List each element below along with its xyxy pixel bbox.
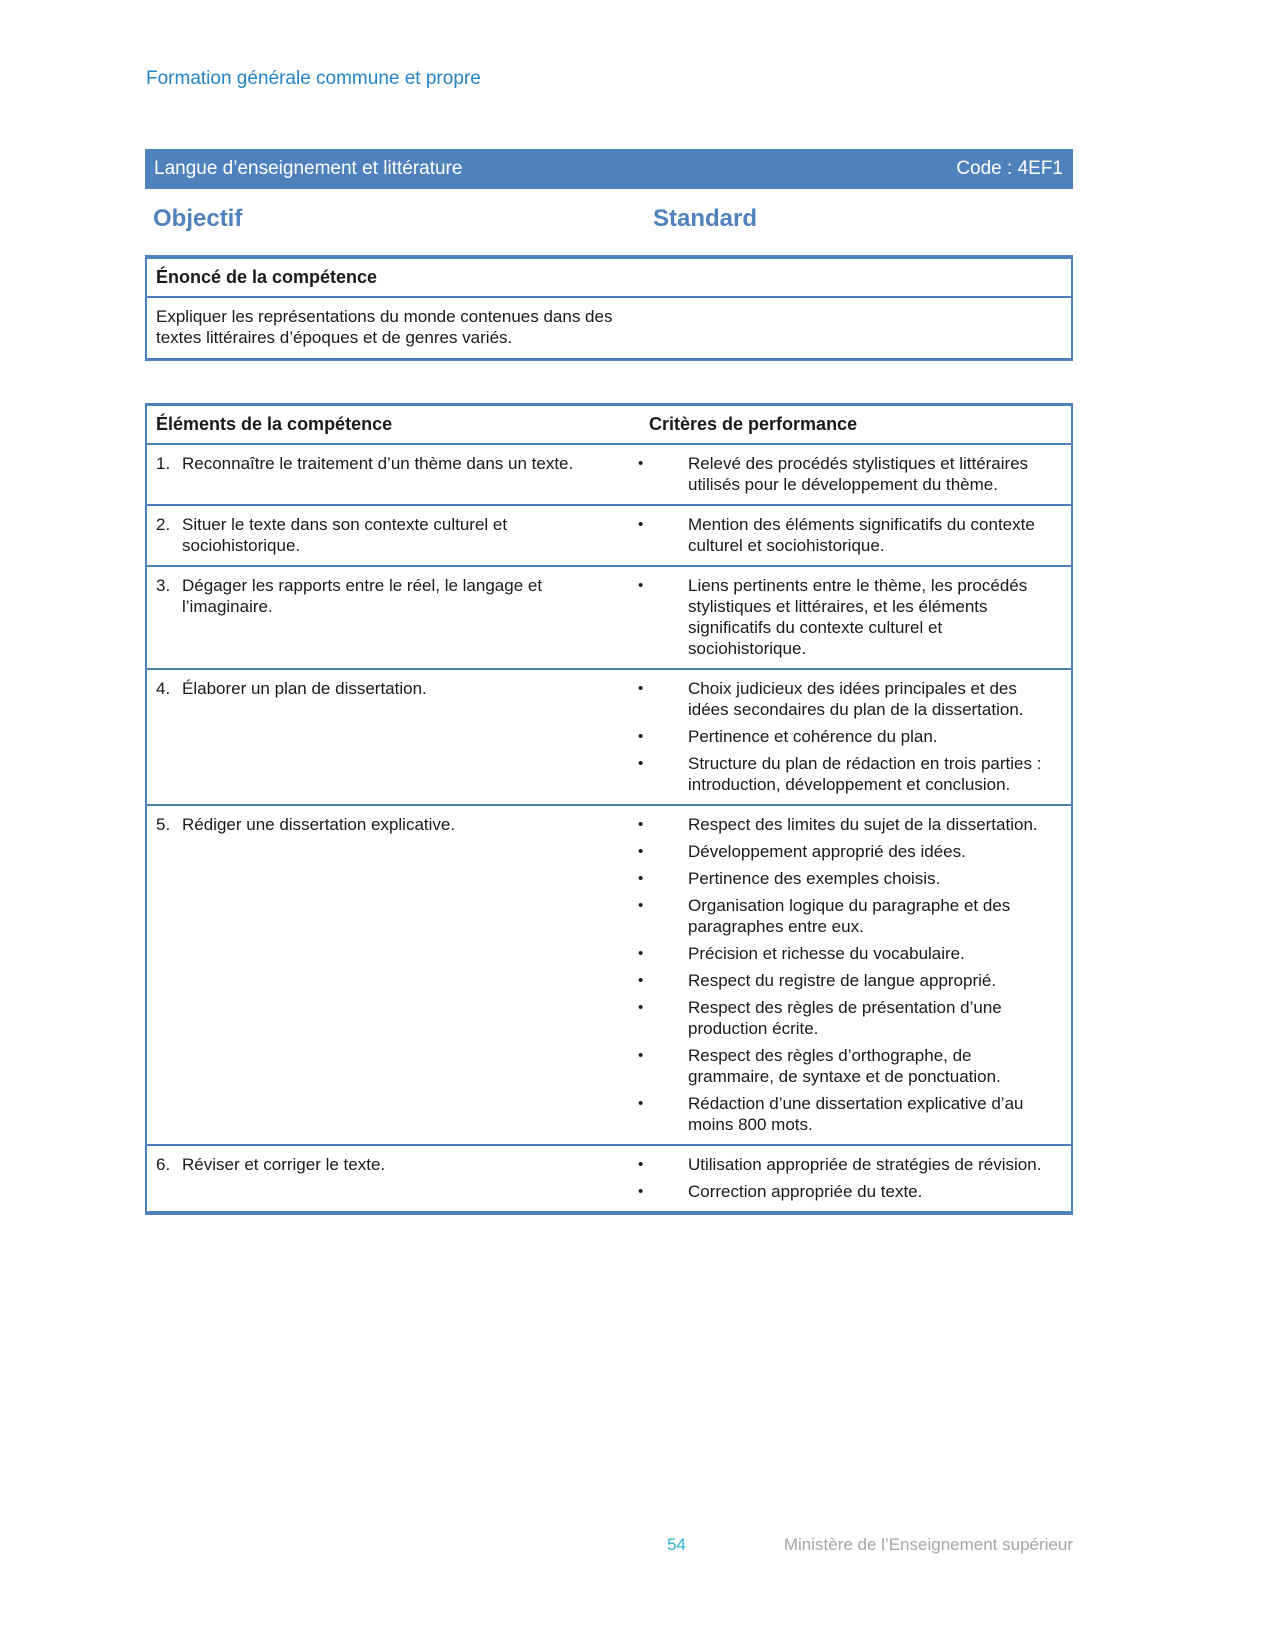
criteria-text: Pertinence et cohérence du plan. xyxy=(688,726,938,746)
element-text: Réviser et corriger le texte. xyxy=(182,1154,386,1174)
criteria-cell xyxy=(604,814,1071,1135)
col-header-criteres: Critères de performance xyxy=(649,414,858,434)
bullet-icon: • xyxy=(638,869,644,887)
bullet-icon: • xyxy=(638,944,644,962)
criteria-item xyxy=(604,1181,1061,1202)
element-text: Dégager les rapports entre le réel, le langage et l’imaginaire. xyxy=(182,575,543,616)
bullet-icon: • xyxy=(638,727,644,745)
criteria-cell xyxy=(604,1154,1071,1202)
criteria-item xyxy=(604,1045,1061,1087)
heading-objectif: Objectif xyxy=(153,205,243,232)
table-row xyxy=(147,1146,1071,1211)
criteria-item xyxy=(604,997,1061,1039)
enonce-table-header: Énoncé de la compétence xyxy=(147,259,1071,298)
element-cell xyxy=(147,1154,604,1202)
criteria-text: Pertinence des exemples choisis. xyxy=(688,868,941,888)
table-row xyxy=(147,445,1071,506)
table-row xyxy=(147,806,1071,1146)
criteria-cell xyxy=(604,575,1071,659)
bullet-icon: • xyxy=(638,1046,644,1064)
criteria-text: Correction appropriée du texte. xyxy=(688,1181,923,1201)
element-number: 2. xyxy=(156,514,171,534)
criteria-item xyxy=(604,678,1061,720)
bullet-icon: • xyxy=(638,842,644,860)
elements-table-rows xyxy=(147,445,1071,1211)
bullet-icon: • xyxy=(638,1094,644,1112)
element-number: 1. xyxy=(156,453,171,473)
elements-criteres-table xyxy=(145,403,1073,1215)
criteria-text: Structure du plan de rédaction en trois parties : introduction, développement et conclusion. xyxy=(688,753,1042,794)
criteria-text: Liens pertinents entre le thème, les procédés stylistiques et littéraires, et les éléments significatifs du contexte culturel et sociohistorique. xyxy=(688,575,1028,658)
criteria-text: Choix judicieux des idées principales et des idées secondaires du plan de la dissertation. xyxy=(688,678,1024,719)
element-text: Situer le texte dans son contexte culturel et sociohistorique. xyxy=(182,514,508,555)
document-section-title: Formation générale commune et propre xyxy=(146,68,481,89)
banner-course-title: Langue d’enseignement et littérature xyxy=(154,158,463,179)
bullet-icon: • xyxy=(638,998,644,1016)
criteria-text: Respect des règles d’orthographe, de grammaire, de syntaxe et de ponctuation. xyxy=(688,1045,1001,1086)
element-text: Élaborer un plan de dissertation. xyxy=(182,678,427,698)
criteria-text: Relevé des procédés stylistiques et littéraires utilisés pour le développement du thème. xyxy=(688,453,1029,494)
criteria-item xyxy=(604,943,1061,964)
element-cell xyxy=(147,453,604,495)
bullet-icon: • xyxy=(638,896,644,914)
enonce-text: Expliquer les représentations du monde contenues dans des textes littéraires d’époques et de genres variés. xyxy=(156,306,613,347)
bullet-icon: • xyxy=(638,454,644,472)
criteria-text: Mention des éléments significatifs du contexte culturel et sociohistorique. xyxy=(688,514,1035,555)
bullet-icon: • xyxy=(638,815,644,833)
criteria-text: Précision et richesse du vocabulaire. xyxy=(688,943,965,963)
criteria-text: Respect du registre de langue approprié. xyxy=(688,970,997,990)
criteria-text: Organisation logique du paragraphe et des paragraphes entre eux. xyxy=(688,895,1011,936)
criteria-item xyxy=(604,575,1061,659)
element-cell xyxy=(147,678,604,795)
criteria-item xyxy=(604,453,1061,495)
element-number: 4. xyxy=(156,678,171,698)
ministry-label: Ministère de l’Enseignement supérieur xyxy=(783,1535,1073,1554)
enonce-competence-table xyxy=(145,255,1073,361)
bullet-icon: • xyxy=(638,1155,644,1173)
criteria-text: Respect des règles de présentation d’une production écrite. xyxy=(688,997,1002,1038)
criteria-text: Respect des limites du sujet de la dissertation. xyxy=(688,814,1038,834)
table-row xyxy=(147,670,1071,806)
bullet-icon: • xyxy=(638,754,644,772)
table-row xyxy=(147,506,1071,567)
page-footer xyxy=(145,1535,1073,1559)
course-banner xyxy=(145,149,1073,189)
criteria-text: Rédaction d’une dissertation explicative d’au moins 800 mots. xyxy=(688,1093,1024,1134)
element-cell xyxy=(147,575,604,659)
element-number: 5. xyxy=(156,814,171,834)
element-cell xyxy=(147,514,604,556)
bullet-icon: • xyxy=(638,679,644,697)
element-text: Reconnaître le traitement d’un thème dans un texte. xyxy=(182,453,574,473)
criteria-item xyxy=(604,814,1061,835)
element-number: 3. xyxy=(156,575,171,595)
bullet-icon: • xyxy=(638,515,644,533)
elements-table-header-row xyxy=(147,406,1071,445)
bullet-icon: • xyxy=(638,576,644,594)
table-row xyxy=(147,567,1071,670)
criteria-cell xyxy=(604,678,1071,795)
heading-standard: Standard xyxy=(653,205,758,232)
criteria-item xyxy=(604,1154,1061,1175)
enonce-table-body xyxy=(147,298,1071,358)
criteria-item xyxy=(604,970,1061,991)
element-text: Rédiger une dissertation explicative. xyxy=(182,814,456,834)
column-headings xyxy=(145,205,1073,237)
criteria-item xyxy=(604,1093,1061,1135)
criteria-item xyxy=(604,726,1061,747)
criteria-cell xyxy=(604,514,1071,556)
element-number: 6. xyxy=(156,1154,171,1174)
criteria-cell xyxy=(604,453,1071,495)
criteria-text: Développement approprié des idées. xyxy=(688,841,966,861)
criteria-item xyxy=(604,841,1061,862)
criteria-item xyxy=(604,514,1061,556)
bullet-icon: • xyxy=(638,1182,644,1200)
col-header-elements: Éléments de la compétence xyxy=(156,414,393,434)
banner-course-code: Code : 4EF1 xyxy=(956,158,1063,179)
criteria-text: Utilisation appropriée de stratégies de révision. xyxy=(688,1154,1042,1174)
element-cell xyxy=(147,814,604,1135)
criteria-item xyxy=(604,753,1061,795)
criteria-item xyxy=(604,868,1061,889)
bullet-icon: • xyxy=(638,971,644,989)
page-number: 54 xyxy=(667,1535,686,1554)
criteria-item xyxy=(604,895,1061,937)
